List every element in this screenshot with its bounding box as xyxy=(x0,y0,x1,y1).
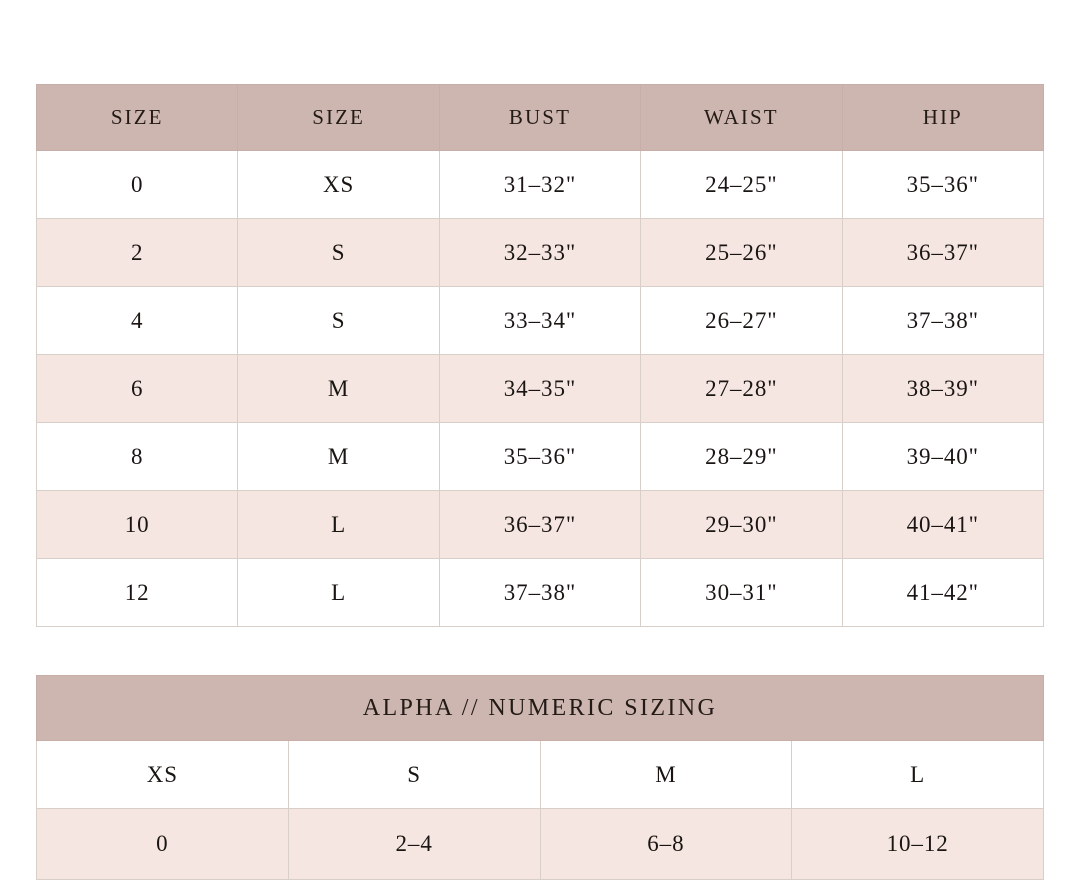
cell-bust: 35–36" xyxy=(439,423,640,491)
cell-bust: 31–32" xyxy=(439,151,640,219)
cell-waist: 30–31" xyxy=(641,559,842,627)
alpha-numeric-title: ALPHA // NUMERIC SIZING xyxy=(37,676,1044,741)
alpha-numeric-title-row xyxy=(37,676,1044,741)
cell-waist: 27–28" xyxy=(641,355,842,423)
cell-bust: 33–34" xyxy=(439,287,640,355)
alpha-numeric-section xyxy=(36,675,1044,880)
table-row xyxy=(37,491,1044,559)
cell-size-alpha: S xyxy=(238,287,439,355)
table-header-row xyxy=(37,85,1044,151)
cell-size-alpha: L xyxy=(238,559,439,627)
size-chart-table xyxy=(36,84,1044,627)
column-header-bust: BUST xyxy=(439,85,640,151)
column-header-size-numeric: SIZE xyxy=(37,85,238,151)
cell-size-alpha: S xyxy=(238,219,439,287)
size-chart-header xyxy=(37,85,1044,151)
alpha-size-row xyxy=(37,741,1044,809)
cell-alpha-l: L xyxy=(792,741,1044,809)
cell-hip: 38–39" xyxy=(842,355,1043,423)
cell-size-alpha: M xyxy=(238,355,439,423)
cell-waist: 25–26" xyxy=(641,219,842,287)
alpha-numeric-table xyxy=(36,675,1044,880)
cell-bust: 34–35" xyxy=(439,355,640,423)
cell-hip: 41–42" xyxy=(842,559,1043,627)
cell-hip: 39–40" xyxy=(842,423,1043,491)
cell-hip: 36–37" xyxy=(842,219,1043,287)
cell-size-numeric: 10 xyxy=(37,491,238,559)
cell-numeric-s: 2–4 xyxy=(288,809,540,880)
cell-size-alpha: M xyxy=(238,423,439,491)
cell-size-numeric: 8 xyxy=(37,423,238,491)
table-row xyxy=(37,219,1044,287)
cell-bust: 37–38" xyxy=(439,559,640,627)
cell-size-alpha: XS xyxy=(238,151,439,219)
cell-size-numeric: 6 xyxy=(37,355,238,423)
cell-size-numeric: 0 xyxy=(37,151,238,219)
cell-alpha-xs: XS xyxy=(37,741,289,809)
cell-waist: 28–29" xyxy=(641,423,842,491)
cell-hip: 40–41" xyxy=(842,491,1043,559)
table-row xyxy=(37,423,1044,491)
cell-size-numeric: 2 xyxy=(37,219,238,287)
cell-hip: 37–38" xyxy=(842,287,1043,355)
cell-bust: 36–37" xyxy=(439,491,640,559)
table-row xyxy=(37,559,1044,627)
table-row xyxy=(37,287,1044,355)
cell-size-numeric: 4 xyxy=(37,287,238,355)
cell-numeric-xs: 0 xyxy=(37,809,289,880)
cell-hip: 35–36" xyxy=(842,151,1043,219)
cell-numeric-l: 10–12 xyxy=(792,809,1044,880)
cell-size-alpha: L xyxy=(238,491,439,559)
cell-alpha-s: S xyxy=(288,741,540,809)
cell-numeric-m: 6–8 xyxy=(540,809,792,880)
table-row xyxy=(37,355,1044,423)
column-header-waist: WAIST xyxy=(641,85,842,151)
table-row xyxy=(37,151,1044,219)
size-chart-body xyxy=(37,151,1044,627)
cell-waist: 29–30" xyxy=(641,491,842,559)
cell-bust: 32–33" xyxy=(439,219,640,287)
column-header-hip: HIP xyxy=(842,85,1043,151)
cell-size-numeric: 12 xyxy=(37,559,238,627)
column-header-size-alpha: SIZE xyxy=(238,85,439,151)
numeric-size-row xyxy=(37,809,1044,880)
cell-alpha-m: M xyxy=(540,741,792,809)
cell-waist: 26–27" xyxy=(641,287,842,355)
cell-waist: 24–25" xyxy=(641,151,842,219)
